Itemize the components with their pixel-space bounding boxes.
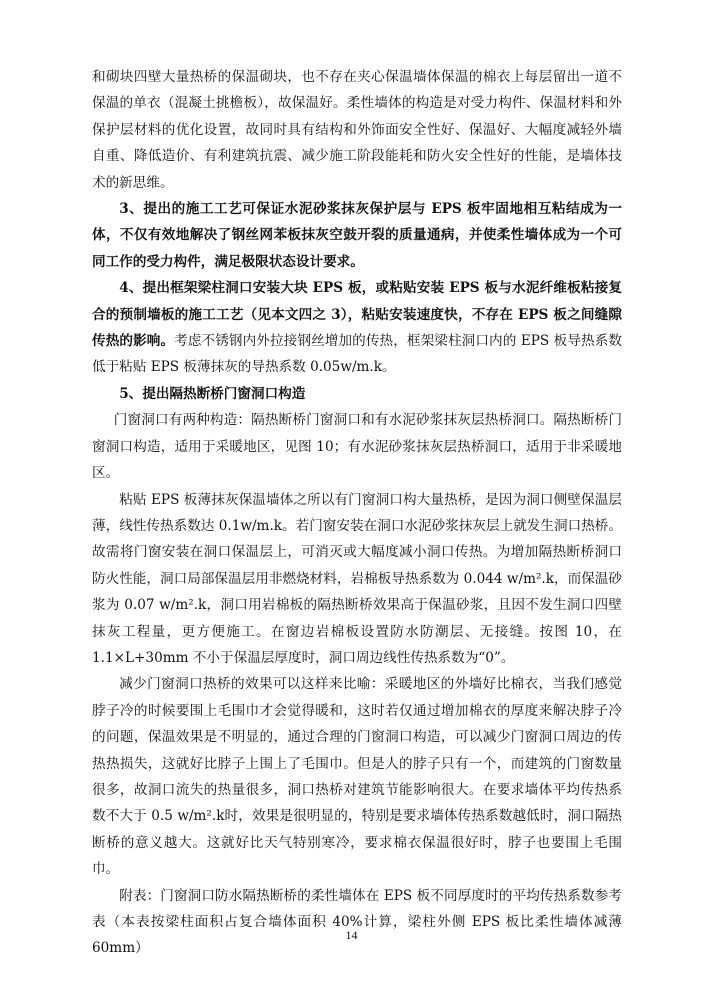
document-body [92, 64, 622, 962]
paragraph-scarf-analogy: 减少门窗洞口热桥的效果可以这样来比喻：采暖地区的外墙好比棉衣，当我们感觉脖子冷的时候要围上毛围巾才会觉得暖和，这时若仅通过增加棉衣的厚度来解决脖子冷的问题，保温效果是不明显的，通过合理的门窗洞口构造，可以减少门窗洞口周边的传热热损失，这就好比脖子上围上了毛围巾。但是人的脖子只有一个，而建筑的门窗数量很多，故洞口流失的热量很多，洞口热桥对建筑节能影响很大。在要求墙体平均传热系数不大于 0.5 w/m².k时，效果是很明显的，特别是要求墙体传热系数越低时，洞口隔热断桥的意义越大。这就好比天气特别寒冷，要求棉衣保温很好时，脖子也要围上毛围巾。 [92, 676, 622, 878]
page-number: 14 [345, 928, 358, 942]
point-4-normal-text: 考虑不锈钢内外拉接钢丝增加的传热，框架梁柱洞口内的 EPS 板导热系数低于粘贴 EPS 板薄抹灰的导热系数 0.05w/m.k。 [92, 333, 623, 376]
paragraph-point-3: 3、提出的施工工艺可保证水泥砂浆抹灰保护层与 EPS 板牢固地相互粘结成为一体，不仅有效地解决了钢丝网苯板抹灰空鼓开裂的质量通病，并使柔性墙体成为一个可同工作的受力构件，满足极限状态设计要求。 [92, 201, 622, 270]
paragraph-appendix-table-note: 附表：门窗洞口防水隔热断桥的柔性墙体在 EPS 板不同厚度时的平均传热系数参考表（本表按梁柱面积占复合墙体面积 40%计算，梁柱外侧 EPS 板比柔性墙体减薄 60mm） [92, 887, 622, 957]
paragraph-point-4 [92, 275, 622, 381]
paragraph-door-window-types: 门窗洞口有两种构造：隔热断桥门窗洞口和有水泥砂浆抹灰层热桥洞口。隔热断桥门窗洞口构造，适用于采暖地区，见图 10；有水泥砂浆抹灰层热桥洞口，适用于非采暖地区。 [92, 412, 622, 482]
point-4-bold-text: 4、提出框架梁柱洞口安装大块 EPS 板，或粘贴安装 EPS 板与水泥纤维板粘接复合的预制墙板的施工工艺（见本文四之 3），粘贴安装速度快，不存在 EPS 板之间缝隙传热的影响。 [92, 280, 622, 350]
paragraph-continuation: 和砌块四壁大量热桥的保温砌块，也不存在夹心保温墙体保温的棉衣上每层留出一道不保温的单衣（混凝土挑檐板），故保温好。柔性墙体的构造是对受力构件、保温材料和外保护层材料的优化设置，故同时具有结构和外饰面安全性好、保温好、大幅度减轻外墙自重、降低造价、有利建筑抗震、减少施工阶段能耗和防火安全性好的性能，是墙体技术的新思维。 [92, 69, 622, 191]
heading-point-5: 5、提出隔热断桥门窗洞口构造 [119, 385, 306, 402]
paragraph-eps-thermal-bridge: 粘贴 EPS 板薄抹灰保温墙体之所以有门窗洞口构大量热桥，是因为洞口侧壁保温层薄，线性传热系数达 0.1w/m.k。若门窗安装在洞口水泥砂浆抹灰层上就发生洞口热桥。故需将门窗安装在洞口保温层上，可消灭或大幅度减小洞口传热。为增加隔热断桥洞口防火性能，洞口局部保温层用非燃烧材料，岩棉板导热系数为 0.044 w/m².k，而保温砂浆为 0.07 w/m².k，洞口用岩棉板的隔热断桥效果高于保温砂浆，且因不发生洞口四壁抹灰工程量，更方便施工。在窗边岩棉板设置防水防潮层、无接缝。按图 10，在 1.1×L+30mm 不小于保温层厚度时，洞口周边线性传热系数为“0”。 [92, 491, 622, 666]
